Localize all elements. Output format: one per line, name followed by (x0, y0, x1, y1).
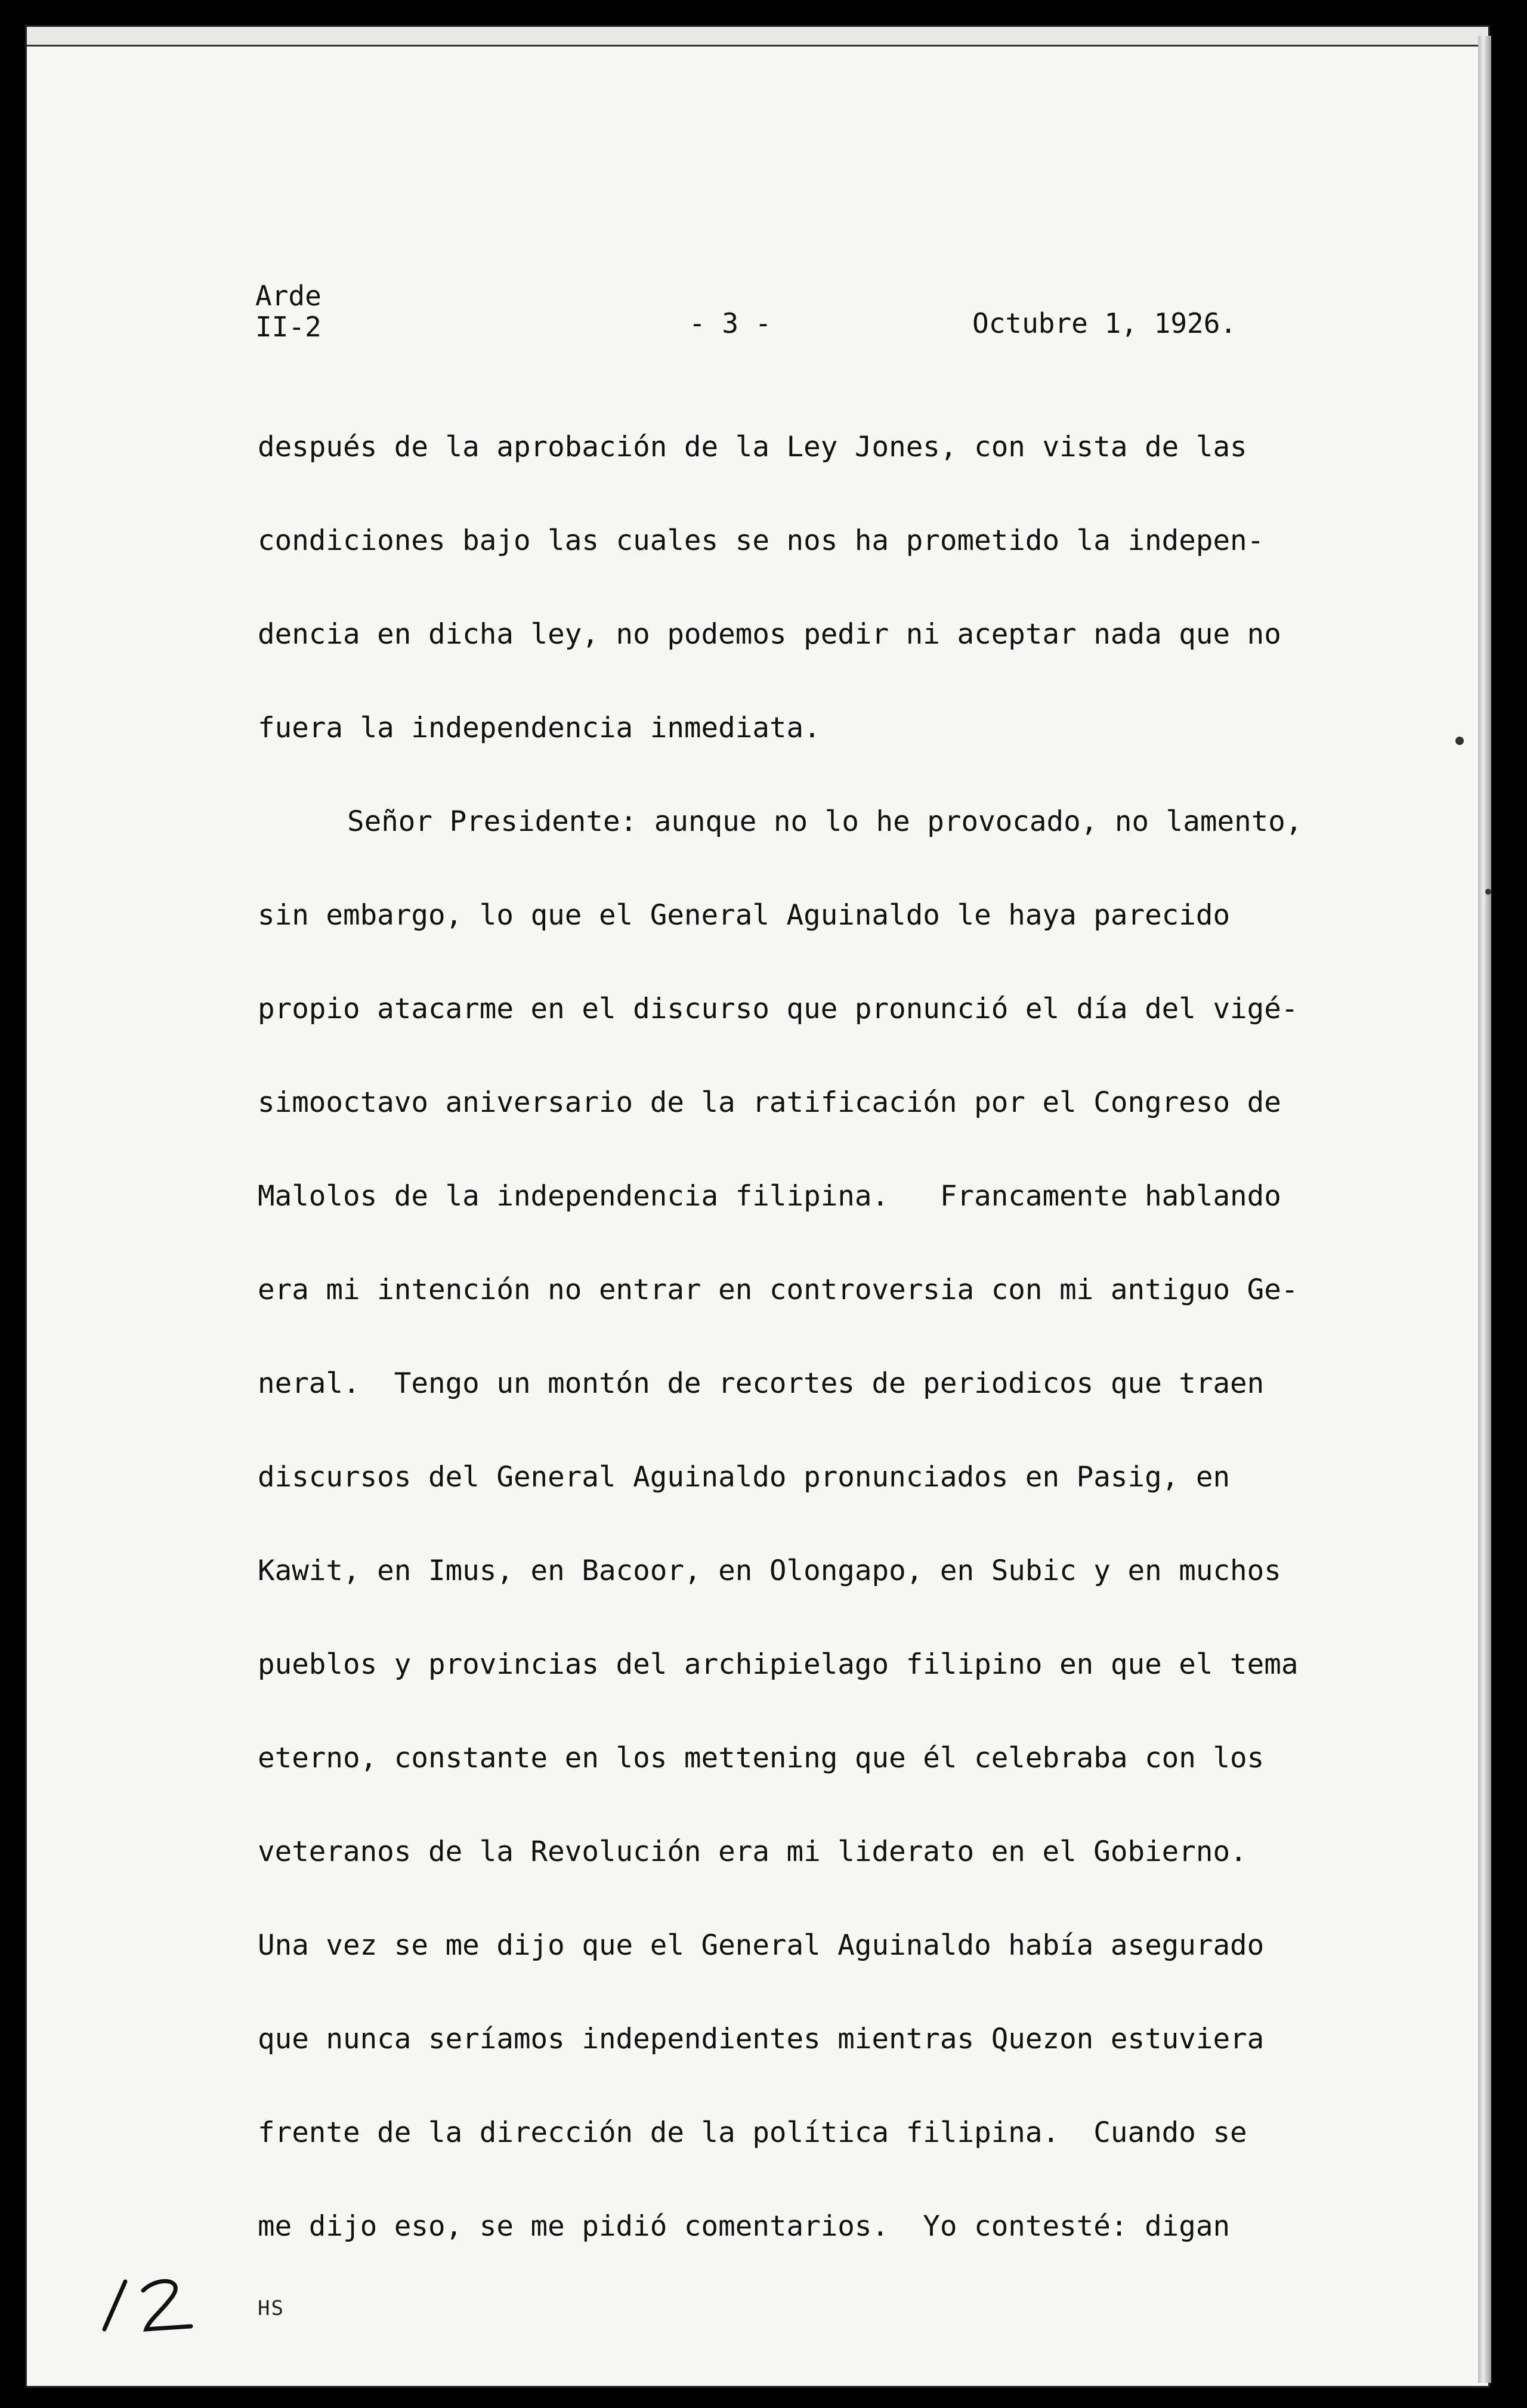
text-line: Malolos de la independencia filipina. Francamente hablando (258, 1180, 1281, 1213)
text-line: eterno, constante en los mettening que él celebraba con los (258, 1742, 1265, 1775)
text-line: propio atacarme en el discurso que pronunció el día del vigé- (258, 993, 1299, 1025)
text-line: Una vez se me dijo que el General Aguinaldo había asegurado (258, 1929, 1265, 1962)
paper-speck (1455, 737, 1464, 745)
handwritten-stroke-2 (143, 2281, 191, 2329)
text-line: simooctavo aniversario de la ratificación por el Congreso de (258, 1086, 1281, 1119)
text-line: me dijo eso, se me pidió comentarios. Yo contesté: digan (258, 2210, 1231, 2243)
handwritten-stroke-1 (104, 2282, 125, 2329)
page-right-edge (1478, 36, 1491, 2383)
text-line: que nunca seríamos independientes mientras Quezon estuviera (258, 2023, 1265, 2055)
text-line: después de la aprobación de la Ley Jones, con vista de las (258, 431, 1247, 463)
text-line: discursos del General Aguinaldo pronunciados en Pasig, en (258, 1461, 1231, 1494)
text-line: sin embargo, lo que el General Aguinaldo le haya parecido (258, 899, 1231, 932)
paper-speck (1485, 889, 1491, 895)
text-line: Kawit, en Imus, en Bacoor, en Olongapo, en Subic y en muchos (258, 1554, 1281, 1587)
reference-code (255, 280, 322, 342)
body-text (258, 429, 1349, 2302)
typist-initials: HS (258, 2296, 285, 2320)
reference-line-1: Arde (255, 280, 322, 312)
page-number: - 3 - (689, 307, 772, 339)
document-date: Octubre 1, 1926. (972, 307, 1237, 339)
handwritten-page-note (92, 2273, 206, 2338)
text-line: fuera la independencia inmediata. (258, 712, 821, 744)
text-line: condiciones bajo las cuales se nos ha prometido la indepen- (258, 524, 1265, 557)
text-line: veteranos de la Revolución era mi liderato en el Gobierno. (258, 1835, 1247, 1868)
text-line: dencia en dicha ley, no podemos pedir ni aceptar nada que no (258, 618, 1281, 651)
page-top-edge (27, 27, 1488, 47)
text-line: frente de la dirección de la política filipina. Cuando se (258, 2116, 1247, 2149)
reference-line-2: II-2 (255, 311, 322, 343)
text-line: era mi intención no entrar en controversia con mi antiguo Ge- (258, 1273, 1299, 1306)
text-line: pueblos y provincias del archipielago filipino en que el tema (258, 1648, 1299, 1681)
text-line: Señor Presidente: aunque no lo he provocado, no lamento, (347, 805, 1303, 838)
text-line: neral. Tengo un montón de recortes de periodicos que traen (258, 1367, 1265, 1400)
